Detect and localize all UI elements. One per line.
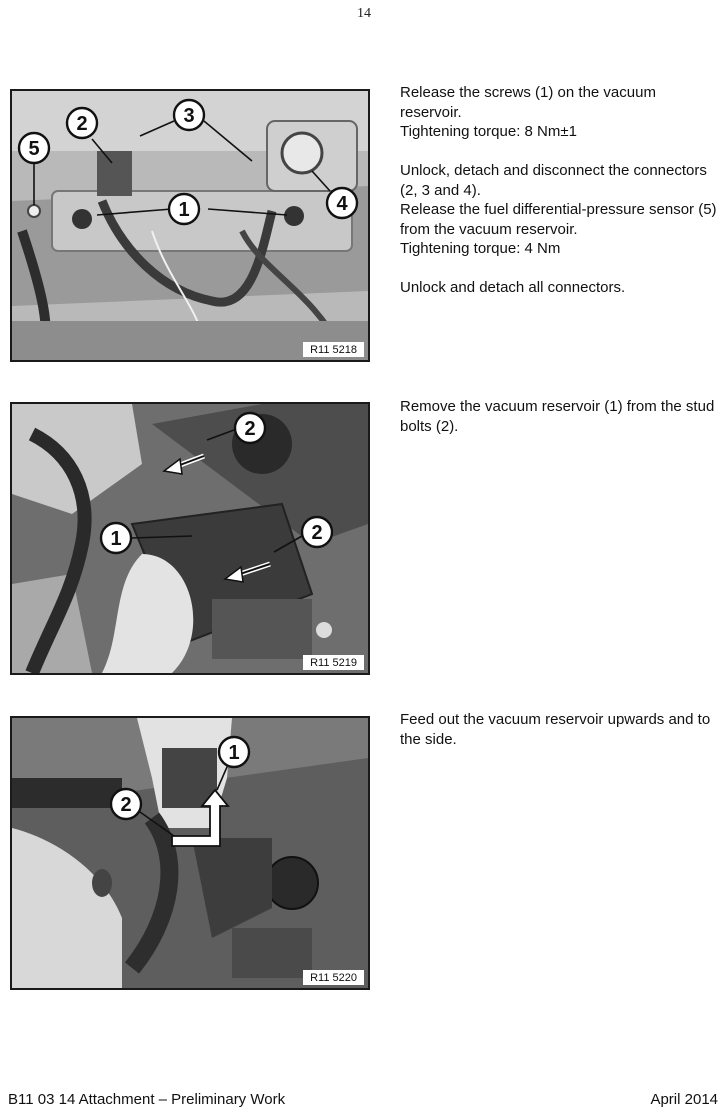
page-number: 14	[357, 6, 371, 21]
callout-2	[235, 413, 265, 443]
callout-3	[174, 100, 204, 130]
instruction-line: Release the fuel differential-pressure sensor (5) from the vacuum reservoir.	[400, 201, 717, 238]
instruction-line: Unlock, detach and disconnect the connectors (2, 3 and 4).	[400, 162, 707, 199]
step-2-text	[400, 397, 720, 456]
footer-date: April 2014	[650, 1091, 718, 1108]
figure-2-photo	[10, 402, 370, 675]
figure-3-photo	[10, 716, 370, 990]
callout-label: 3	[183, 105, 195, 127]
callout-label: 1	[110, 528, 122, 550]
instruction-line: Feed out the vacuum reservoir upwards and to the side.	[400, 711, 711, 748]
step-paragraph	[400, 278, 720, 298]
engine-bay-illustration	[12, 91, 368, 360]
callout-1	[219, 737, 249, 767]
instruction-line: Release the screws (1) on the vacuum reservoir.	[400, 84, 656, 121]
callout-1	[101, 523, 131, 553]
step-1-text	[400, 83, 720, 317]
reservoir-feed-out-illustration	[12, 718, 368, 988]
callout-label: 5	[28, 138, 40, 160]
step-3-text	[400, 710, 720, 769]
callout-5	[19, 133, 49, 163]
instruction-line: Unlock and detach all connectors.	[400, 279, 626, 296]
step-paragraph	[400, 710, 720, 749]
figure-reference: R11 5218	[303, 342, 364, 357]
step-paragraph	[400, 397, 720, 436]
torque-line: Tightening torque: 8 Nm±1	[400, 123, 577, 140]
figure-reference: R11 5219	[303, 655, 364, 670]
step-paragraph	[400, 161, 720, 259]
callout-label: 1	[228, 742, 240, 764]
torque-line: Tightening torque: 4 Nm	[400, 240, 561, 257]
callout-label: 4	[336, 193, 348, 215]
figure-reference: R11 5220	[303, 970, 364, 985]
callout-2	[302, 517, 332, 547]
instruction-line: Remove the vacuum reservoir (1) from the stud bolts (2).	[400, 398, 715, 435]
callout-2	[67, 108, 97, 138]
figure-1-photo	[10, 89, 370, 362]
footer-document-title: B11 03 14 Attachment – Preliminary Work	[8, 1091, 286, 1108]
callout-label: 2	[244, 418, 256, 440]
vacuum-reservoir-removal-illustration	[12, 404, 368, 673]
callout-label: 1	[178, 199, 190, 221]
callout-label: 2	[311, 522, 323, 544]
callout-2	[111, 789, 141, 819]
step-paragraph	[400, 83, 720, 142]
callout-label: 2	[120, 794, 132, 816]
callout-label: 2	[76, 113, 88, 135]
callout-1	[169, 194, 199, 224]
callout-4	[327, 188, 357, 218]
